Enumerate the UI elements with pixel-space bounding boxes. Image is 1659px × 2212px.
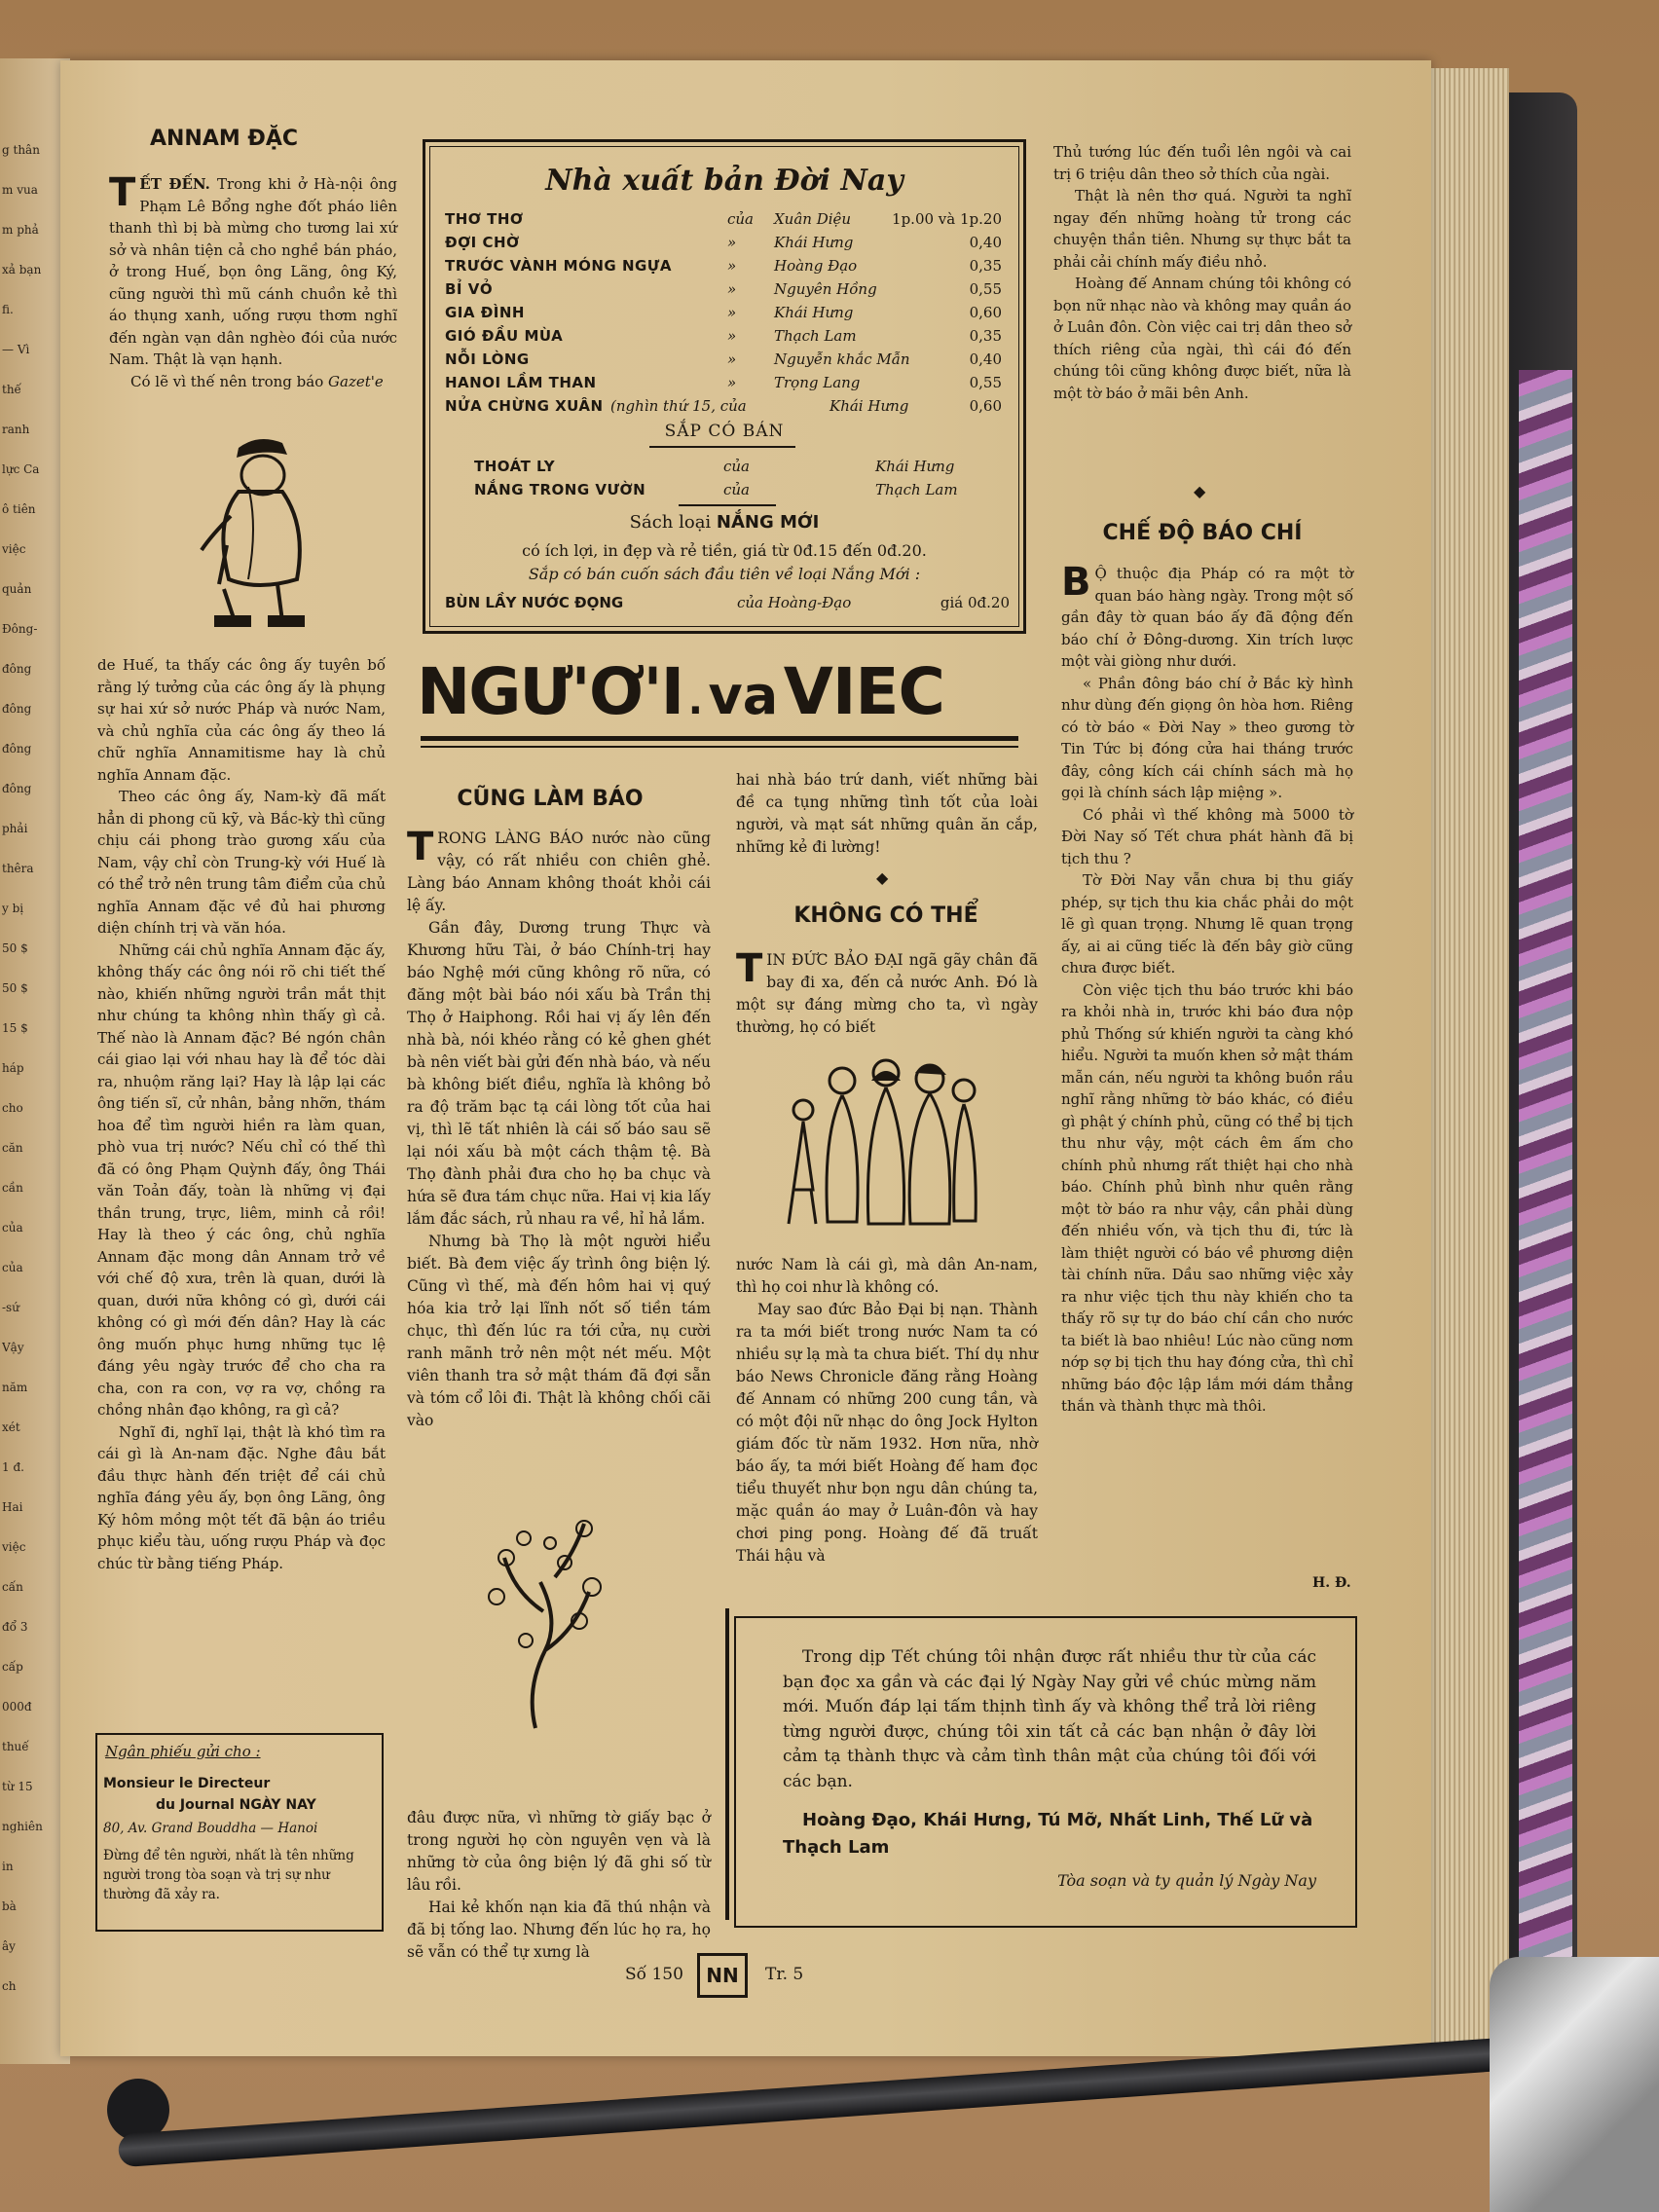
book-author: Nguyễn khắc Mẫn (774, 350, 910, 368)
col1-p2-italic: Gazet'e (328, 372, 384, 390)
book-author: Khái Hưng (830, 397, 909, 415)
col4-diamond: ◆ (1194, 482, 1206, 500)
book-price: 0,55 (969, 280, 1002, 298)
col2-dropcap: T (407, 825, 434, 869)
left-fragment: căn (2, 1141, 23, 1155)
col4-p1: Thủ tướng lúc đến tuổi lên ngôi và cai trị 6 triệu dân theo sở thích của ngài. (1053, 143, 1351, 183)
left-fragment: xét (2, 1420, 20, 1434)
left-fragment: lực Ca (2, 462, 40, 476)
left-fragment: đông (2, 662, 32, 676)
col3-dropcap: T (736, 946, 763, 991)
left-fragment: đông (2, 742, 32, 756)
col3-article (736, 769, 1038, 859)
annam-dac-heading: ANNAM ĐẶC (149, 127, 299, 151)
book-title: NỬA CHỪNG XUÂN (445, 397, 604, 415)
family-illustration (764, 1051, 988, 1236)
masthead-c: VIEC (783, 654, 944, 729)
col1-article (109, 170, 397, 392)
book-cua: » (727, 304, 737, 321)
left-fragment: từ 15 (2, 1780, 33, 1793)
col2-p4: đâu được nữa, vì những tờ giấy bạc ở trong người họ còn nguyên vẹn và là những tờ của ông biện lý đã ghi số từ lâu rồi. (407, 1809, 711, 1894)
book-row (445, 349, 1010, 370)
book-price: 0,60 (969, 304, 1002, 321)
left-fragment: m phả (2, 223, 39, 237)
left-fragment: cấp (2, 1660, 23, 1674)
book-row (445, 395, 1010, 417)
col4-p2: Thật là nên thơ quá. Người ta nghĩ ngay đến những hoàng tử trong các chuyện thần tiên. Nhưng sự thực bắt ta phải cải chính mấy điều nhỏ. (1053, 187, 1351, 271)
col2-p2: Gần đây, Dương trung Thực và Khương hữu Tài, ở báo Chính-trị hay báo Nghệ mới cũng không rõ nữa, có đăng một bài báo nói xấu bà Trần thị Thọ ở Haiphong. Rồi hai vị ấy lên đến nhà bà, nói khéo rằng có kẻ ghen ghét bà nên viết bài gửi đến nhà báo, và nếu bà không biết điều, nghĩa là không bỏ ra độ trăm bạc tạ cái lòng tốt của hai vị, thì lẽ tất nhiên là cái số báo sau sẽ lại nói xấu bà một cách thậm tệ. Bà Thọ đành phải đưa cho họ ba chục và hứa sẽ đưa tám chục nữa. Hai vị kia lấy lắm đắc sách, rủ nhau ra về, hỉ hả lắm. (407, 919, 711, 1228)
left-fragment: háp (2, 1061, 24, 1075)
left-fragment: — Vì (2, 343, 30, 356)
page-number: Tr. 5 (765, 1965, 804, 1984)
left-fragment: xả bạn (2, 263, 42, 276)
book-author: Khái Hưng (774, 304, 854, 321)
soon-heading: SẮP CÓ BÁN (664, 422, 785, 441)
book-cua: của (727, 210, 755, 228)
left-fragment: g thân (2, 143, 40, 157)
soon-book-cua: của (723, 458, 751, 475)
new-year-notice-box (734, 1616, 1357, 1928)
postbox-line1: Monsieur le Directeur (103, 1776, 271, 1791)
book-row (445, 278, 1010, 300)
left-fragment: phải (2, 822, 28, 835)
col4-p4: « Phần đông báo chí ở Bắc kỳ hình như dùng đến giọng ôn hòa hơn. Riêng có tờ báo « Đời Nay » theo gương tờ Tin Tức bị đóng cửa hai tháng trước đây, công kích cái chính sách mà họ gọi là chính sách lập miệng ». (1061, 674, 1353, 801)
col3-p1: hai nhà báo trứ danh, viết những bài đề ca tụng những tình tốt của loài người, và mạt sát những quân ăn cắp, những kẻ đi lường! (736, 771, 1038, 856)
khong-co-the-heading: KHÔNG CÓ THỂ (793, 903, 978, 928)
notice-sign: Tòa soạn và ty quản lý Ngày Nay (1057, 1871, 1316, 1890)
col2-p3: Nhưng bà Thọ là một người hiểu biết. Bà đem việc ấy trình ông biện lý. Cũng vì thế, mà đến hôm hai vị quý hóa kia trở lại lĩnh nốt số tiền tám chục, thì đến lúc ra tới cửa, nụ cười ranh mãnh trở nên một nét mếu. Một viên thanh tra sở mật thám đã đợi sẵn và tóm cổ lôi đi. Thật là không chối cãi vào (407, 1233, 711, 1429)
marbled-edge (1519, 370, 1572, 2045)
col1-dropcap: T (109, 170, 136, 215)
issue-number: Số 150 (625, 1965, 683, 1984)
book-price: 0,35 (969, 327, 1002, 345)
postbox-note: Đừng để tên người, nhất là tên những người trong tòa soạn và trị sự như thường đã xảy ra. (103, 1848, 354, 1902)
book-row (445, 325, 1010, 347)
left-fragment: fi. (2, 303, 14, 316)
book-price: 0,55 (969, 374, 1002, 391)
book-row (445, 372, 1010, 393)
last-title: BÙN LẦY NƯỚC ĐỌNG (445, 594, 624, 611)
left-fragment: việc (2, 542, 26, 556)
book-author: Xuân Diệu (774, 210, 852, 228)
col3-article-3 (736, 1254, 1038, 1567)
series-line (425, 512, 1023, 533)
soon-book-row (474, 479, 1000, 500)
book-row (445, 232, 1010, 253)
left-fragment: in (2, 1860, 14, 1873)
book-row (445, 208, 1010, 230)
masthead-rule-1 (421, 736, 1018, 741)
book-cua: » (727, 257, 737, 275)
left-fragment: ch (2, 1979, 17, 1993)
series-desc: có ích lợi, in đẹp và rẻ tiền, giá từ 0đ.15 đến 0đ.20. (522, 541, 927, 560)
col1-p1: Trong khi ở Hà-nội ông Phạm Lê Bổng nghe đốt pháo liên thanh thì bị bà mừng cho tương lai xứ sở và nhân tiện cả cho nghề bán pháo, ở trong Huế, bọn ông Lãng, ông Ký, cũng người thì mũ cánh chuồn kẻ thì áo thụng xanh, uống rượu thơm nghĩ đến ngàn vạn dân nghèo đói của nước Nam. Thật là vạn hạnh. (109, 175, 397, 368)
col4-lead: Ộ thuộc địa Pháp có ra một tờ quan báo hàng ngày. Trong một số gần đây tờ quan báo ấy đã động đến báo chí ở Đông-dương. Xin trích lược một vài giòng như dưới. (1061, 565, 1353, 670)
left-fragment: ây (2, 1939, 16, 1953)
book-title: NỖI LÒNG (445, 350, 530, 368)
left-fragment: nghiên (2, 1820, 43, 1833)
col3-diamond: ◆ (876, 868, 889, 887)
left-fragment: cho (2, 1101, 23, 1115)
col3-p3: May sao đức Bảo Đại bị nạn. Thành ra ta mới biết trong nước Nam ta có nhiều sự lạ mà ta chưa biết. Thí dụ như báo News Chronicle đăng rằng Hoàng đế Annam có những 200 cung tần, và có một đội nữ nhạc do ông Jock Hylton giám đốc từ năm 1932. Hơn nữa, nhờ báo ấy, ta mới biết Hoàng đế ham đọc tiểu thuyết như bọn ngu dân chúng ta, mặc quần áo may ở Luân-đôn và hay chơi ping pong. Hoàng đế đã truất Thái hậu và (736, 1301, 1038, 1565)
book-author: Nguyên Hồng (774, 280, 877, 298)
col1-p5: Những cái chủ nghĩa Annam đặc ấy, không thấy các ông nói rõ chi tiết thế nào, khiến những người trần mắt thịt như chúng ta không nhìn thấy gì cả. Thế nào là Annam đặc? Bé ngón chân cái giao lại với nhau hay là để tóc dài ra, nhuộm răng lại? Hay là lập lại các ông tiến sĩ, cử nhân, bảng nhỡn, thám hoa để tìm người hiền ra làm quan, phò vua trị nước? Nếu chỉ có thế thì đã có ông Phạm Quỳnh đấy, ông Thái văn Toản đấy, toàn là những vị đại thần trung, trực, liêm, minh cả rồi! Hay là theo ý các ông, chủ nghĩa Annam đặc mong dân Annam trở về với chế độ xưa, trên là quan, dưới là quan, dưới nữa không có gì, dưới cái không có gì mới đến dân? Hay là các ông muốn phục hưng những tục lệ đáng yêu ngày trước để cho cha ra cha, con ra con, vợ ra vợ, chồng ra chồng nhân đạo không, ra gì cả? (97, 940, 386, 1419)
col4-p3: Hoàng đế Annam chúng tôi không có bọn nữ nhạc nào và không may quần áo ở Luân đôn. Còn việc cai trị dân theo sở thích riêng của ngài, thì cái đó đến chúng tôi cũng không được biết, nữa là một tờ báo ở mãi bên Anh. (1053, 275, 1351, 402)
book-cua: (nghìn thứ 15, của (610, 397, 747, 415)
left-fragment: thêra (2, 862, 34, 875)
book-title: TRƯỚC VÀNH MÓNG NGỰA (445, 257, 672, 275)
left-fragment: đông (2, 782, 32, 795)
lamp-object (1490, 1957, 1659, 2212)
che-do-bao-chi-heading: CHẾ ĐỘ BÁO CHÍ (1102, 521, 1303, 545)
series-soon: Sắp có bán cuốn sách đầu tiên về loại Nắng Mới : (528, 565, 921, 583)
masthead-dot: . (687, 679, 703, 723)
left-fragment: 1 đ. (2, 1460, 24, 1474)
notice-text: Trong dịp Tết chúng tôi nhận được rất nhiều thư từ của các bạn đọc xa gần và các đại lý Ngày Nay gửi về chúc mừng năm mới. Muốn đáp lại tấm thịnh tình ấy và không thể trả lời riêng từng người được, chúng tôi xin tất cả các bạn nhận ở đây lời cảm tạ thành thực và cảm tình thân mật của chúng tôi đối với các bạn. (783, 1647, 1316, 1791)
col1-p4: Theo các ông ấy, Nam-kỳ đã mất hẳn di phong cũ kỹ, và Bắc-kỳ thì cũng chịu cái phong trào gương xấu của Nam, vậy chỉ còn Trung-kỳ với Huế là có thể trở nên trung tâm điểm của chủ nghĩa Annam đặc về đủ hai phương diện chính trị và văn hóa. (97, 788, 386, 937)
postbox-line3: 80, Av. Grand Bouddha — Hanoi (103, 1821, 318, 1836)
col3-lead: IN ĐỨC BẢO ĐẠI ngã gãy chân đã bay đi xa, đến cả nước Anh. Đó là một sự đáng mừng cho ta, vì ngày thường, họ có biết (736, 951, 1038, 1036)
notice-names: Hoàng Đạo, Khái Hưng, Tú Mỡ, Nhất Linh, Thế Lữ và Thạch Lam (783, 1810, 1313, 1858)
mandarin-illustration (180, 428, 326, 643)
ngay-nay-logo: NN (697, 1953, 748, 1998)
book-price: 0,35 (969, 257, 1002, 275)
publisher-book-list (423, 139, 1026, 634)
left-fragment: 50 $ (2, 941, 28, 955)
left-fragment: ô tiên (2, 502, 36, 516)
left-fragment: thuế (2, 1740, 29, 1753)
soon-book-cua: của (723, 481, 751, 498)
col4-dropcap: B (1061, 560, 1091, 605)
book-author: Thạch Lam (774, 327, 857, 345)
col4-article-2 (1061, 560, 1353, 1418)
book-title: THƠ THƠ (445, 210, 524, 228)
left-fragment: 50 $ (2, 981, 28, 995)
left-fragment: cần (2, 1181, 23, 1195)
left-fragment: ranh (2, 423, 30, 436)
left-fragment: của (2, 1221, 23, 1235)
bookbox-title: Nhà xuất bản Đời Nay (545, 164, 903, 198)
col3-article-2 (736, 946, 1038, 1039)
col4-p5: Có phải vì thế không mà 5000 tờ Đời Nay số Tết chưa phát hành đã bị tịch thu ? (1061, 805, 1353, 867)
masthead (417, 654, 1020, 742)
left-fragment: Hai (2, 1500, 23, 1514)
notice-box-left-rule (725, 1608, 729, 1920)
col2-p5: Hai kẻ khốn nạn kia đã thú nhận và đã bị tống lao. Nhưng đến lúc họ ra, họ sẽ vẫn có thể tự xưng là (407, 1899, 711, 1961)
col3-p2: nước Nam là cái gì, mà dân An-nam, thì họ coi như là không có. (736, 1256, 1038, 1296)
book-cua: » (727, 280, 737, 298)
col1-p6: Nghĩ đi, nghĩ lại, thật là khó tìm ra cái gì là An-nam đặc. Nghe đâu bắt đầu thực hành đến triệt để cái chủ nghĩa đáng yêu ấy, bọn ông Lãng, ông Ký hôm mồng một tết đã bận áo triều phục kiểu tàu, uống rượu Pháp và đọc chúc từ bằng tiếng Pháp. (97, 1422, 386, 1572)
plum-blossom-illustration (467, 1504, 623, 1738)
last-author: của Hoàng-Đạo (737, 594, 852, 611)
book-price: 0,60 (969, 397, 1002, 415)
soon-book-author: Khái Hưng (875, 458, 955, 475)
left-fragment: việc (2, 1540, 26, 1554)
book-title: GIA ĐÌNH (445, 304, 525, 321)
left-fragment: đổ 3 (2, 1620, 28, 1634)
left-fragment: y bị (2, 902, 24, 915)
left-page-fragments (2, 136, 60, 2012)
cung-lam-bao-heading: CŨNG LÀM BÁO (457, 787, 644, 811)
book-price: 0,40 (969, 234, 1002, 251)
soon-book-title: THOÁT LY (474, 458, 556, 475)
book-cua: » (727, 327, 737, 345)
soon-book-author: Thạch Lam (875, 481, 958, 498)
col4-p6: Tờ Đời Nay vẫn chưa bị thu giấy phép, sự tịch thu kia chắc phải do một lẽ gì quan trọng. Nhưng lẽ quan trọng ấy, ai ai cũng tiếc là đến bây giờ cũng chưa được biết. (1061, 871, 1353, 977)
series-label: Sách loại (629, 512, 712, 533)
col4-signature: H. Đ. (1312, 1575, 1351, 1591)
left-fragment: quản (2, 582, 32, 596)
left-fragment: cấn (2, 1580, 23, 1594)
book-cua: » (727, 350, 737, 368)
left-fragment: của (2, 1261, 23, 1274)
soon-book-row (474, 456, 1000, 477)
left-fragment: m vua (2, 183, 38, 197)
book-row (445, 255, 1010, 276)
book-row (445, 302, 1010, 323)
masthead-a: NGƯ'Ơ'I (417, 654, 683, 729)
left-fragment: đông (2, 702, 32, 716)
left-fragment: bà (2, 1899, 17, 1913)
left-fragment: Đông- (2, 622, 38, 636)
postbox-title: Ngân phiếu gửi cho : (105, 1743, 261, 1760)
book-cua: » (727, 234, 737, 251)
col4-p7: Còn việc tịch thu báo trước khi báo ra khỏi nhà in, trước khi báo đưa nộp phủ Thống sứ khiến người ta càng khó hiểu. Người ta muốn khen sở mật thám mẫn cán, nếu người ta không buồn rầu nghĩ rằng những tờ báo khác, có điều gì phật ý chính phủ, cũng có thể bị tịch thu như vậy, một cách êm ấm cho chính phủ nhưng rất thiệt hại cho nhà báo. Chính phủ bình như quên rằng một tờ báo ra như vậy, cần phải dùng đến nhiều vốn, và tịch thu đi, tức là làm thiệt người có báo về phương diện tài chính nữa. Dầu sao những việc xảy ra như việc tịch thu này khiến cho ta thấy rõ sự tự do báo chí cần cho nước ta biết là bao nhiêu! Lúc nào cũng nơm nớp sợ bị tịch thu hay đóng cửa, thì chỉ những báo độc lập lắm mới dám thẳng thắn và thành thực mà thôi. (1061, 980, 1353, 1415)
col2-article-cont (407, 1807, 711, 1964)
left-fragment: -sứ (2, 1301, 19, 1314)
left-fragment: 000đ (2, 1700, 32, 1714)
col1-article-cont (97, 654, 386, 1574)
left-fragment: 15 $ (2, 1021, 28, 1035)
left-fragment: năm (2, 1381, 28, 1394)
book-title: BỈ VỎ (445, 280, 494, 298)
soon-book-title: NẮNG TRONG VƯỜN (474, 481, 646, 498)
masthead-rule-2 (421, 746, 1018, 748)
masthead-b: va (708, 665, 779, 726)
book-author: Hoàng Đạo (774, 257, 858, 275)
col1-intro: ẾT ĐẾN. (139, 175, 210, 193)
col2-lead: RONG LÀNG BÁO nước nào cũng vậy, có rất nhiều con chiên ghẻ. Làng báo Annam không thoát khỏi cái lệ ấy. (407, 830, 711, 914)
book-title: ĐỢI CHỜ (445, 234, 520, 251)
book-title: GIÓ ĐẦU MÙA (445, 327, 564, 345)
col1-p3: de Huế, ta thấy các ông ấy tuyên bố rằng lý tưởng của các ông ấy là phụng sự hai xứ sở nước Pháp và nước Nam, và chủ nghĩa của các ông ấy theo lá chữ nghĩa Annamitisme hay là chủ nghĩa Annam đặc. (97, 656, 386, 784)
left-fragment: thế (2, 383, 21, 396)
series-name: NẮNG MỚI (716, 512, 820, 533)
book-author: Khái Hưng (774, 234, 854, 251)
book-cua: » (727, 374, 737, 391)
book-title: HANOI LẦM THAN (445, 374, 597, 391)
col2-article (407, 825, 711, 1432)
book-price: 0,40 (969, 350, 1002, 368)
left-fragment: Vậy (2, 1341, 24, 1354)
book-author: Trọng Lang (774, 374, 861, 391)
postbox-line2: du Journal NGÀY NAY (156, 1797, 316, 1813)
col1-p2: Có lẽ vì thế nên trong báo (130, 372, 324, 390)
col4-article (1053, 141, 1351, 404)
last-price: giá 0đ.20 (940, 594, 1010, 611)
money-order-box (95, 1733, 384, 1932)
book-price: 1p.00 và 1p.20 (892, 210, 1002, 228)
